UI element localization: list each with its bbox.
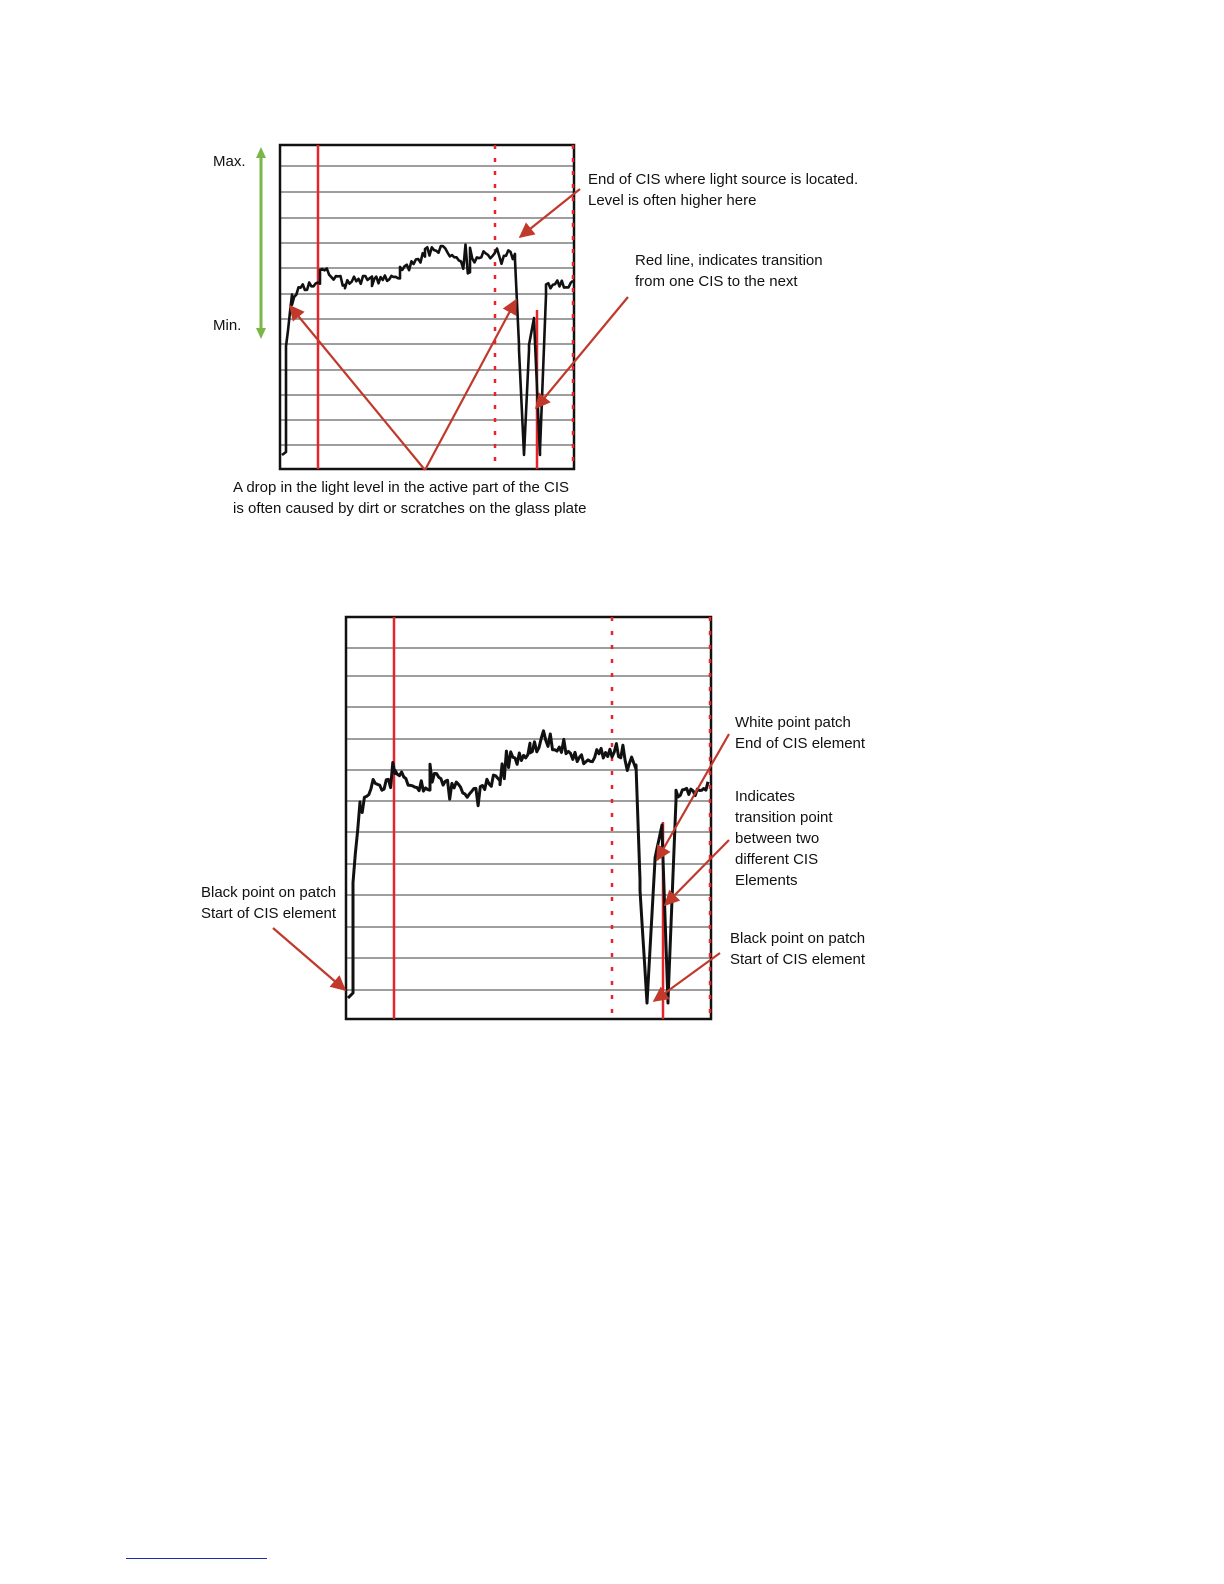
figure1-gridlines xyxy=(280,166,574,445)
callout-black-right-line-1: Black point on patch xyxy=(730,930,866,947)
footnote-separator xyxy=(126,1558,267,1559)
figure2-gridlines xyxy=(346,648,711,990)
callout-transition-line-3: between two xyxy=(735,830,820,847)
callout-light-source xyxy=(588,169,858,211)
callout-red-line-line-2: from one CIS to the next xyxy=(635,273,798,290)
callout-transition-line-2: transition point xyxy=(735,809,833,826)
callout-white-point-line-2: End of CIS element xyxy=(735,735,866,752)
callout-transition-point xyxy=(735,786,833,891)
figure1-range-arrow xyxy=(256,147,266,339)
callout-white-point-line-1: White point patch xyxy=(735,714,851,731)
callout-transition-line-1: Indicates xyxy=(735,788,796,805)
callout-light-drop xyxy=(233,477,587,519)
figure2-plot xyxy=(346,617,711,1019)
callout-black-left-line-2: Start of CIS element xyxy=(201,905,337,922)
callout-light-drop-line-2: is often caused by dirt or scratches on the glass plate xyxy=(233,500,587,517)
callout-black-point-left xyxy=(201,882,336,924)
callout-black-point-right xyxy=(730,928,865,970)
callout-black-right-line-2: Start of CIS element xyxy=(730,951,866,968)
callout-light-source-line-1: End of CIS where light source is located. xyxy=(588,171,859,188)
axis-min-label: Min. xyxy=(213,317,242,334)
callout-transition-line-5: Elements xyxy=(735,872,798,889)
callout-light-drop-line-1: A drop in the light level in the active part of the CIS xyxy=(233,479,570,496)
figure1-callout-arrows xyxy=(290,189,628,470)
figure2-light-level-trace xyxy=(348,731,708,1003)
callout-light-source-line-2: Level is often higher here xyxy=(588,192,757,209)
callout-black-left-line-1: Black point on patch xyxy=(201,884,337,901)
callout-red-line xyxy=(635,250,823,292)
callout-red-line-line-1: Red line, indicates transition xyxy=(635,252,823,269)
axis-max-label: Max. xyxy=(213,153,246,170)
callout-white-point xyxy=(735,712,865,754)
callout-transition-line-4: different CIS xyxy=(735,851,819,868)
figure1-plot xyxy=(280,145,574,469)
